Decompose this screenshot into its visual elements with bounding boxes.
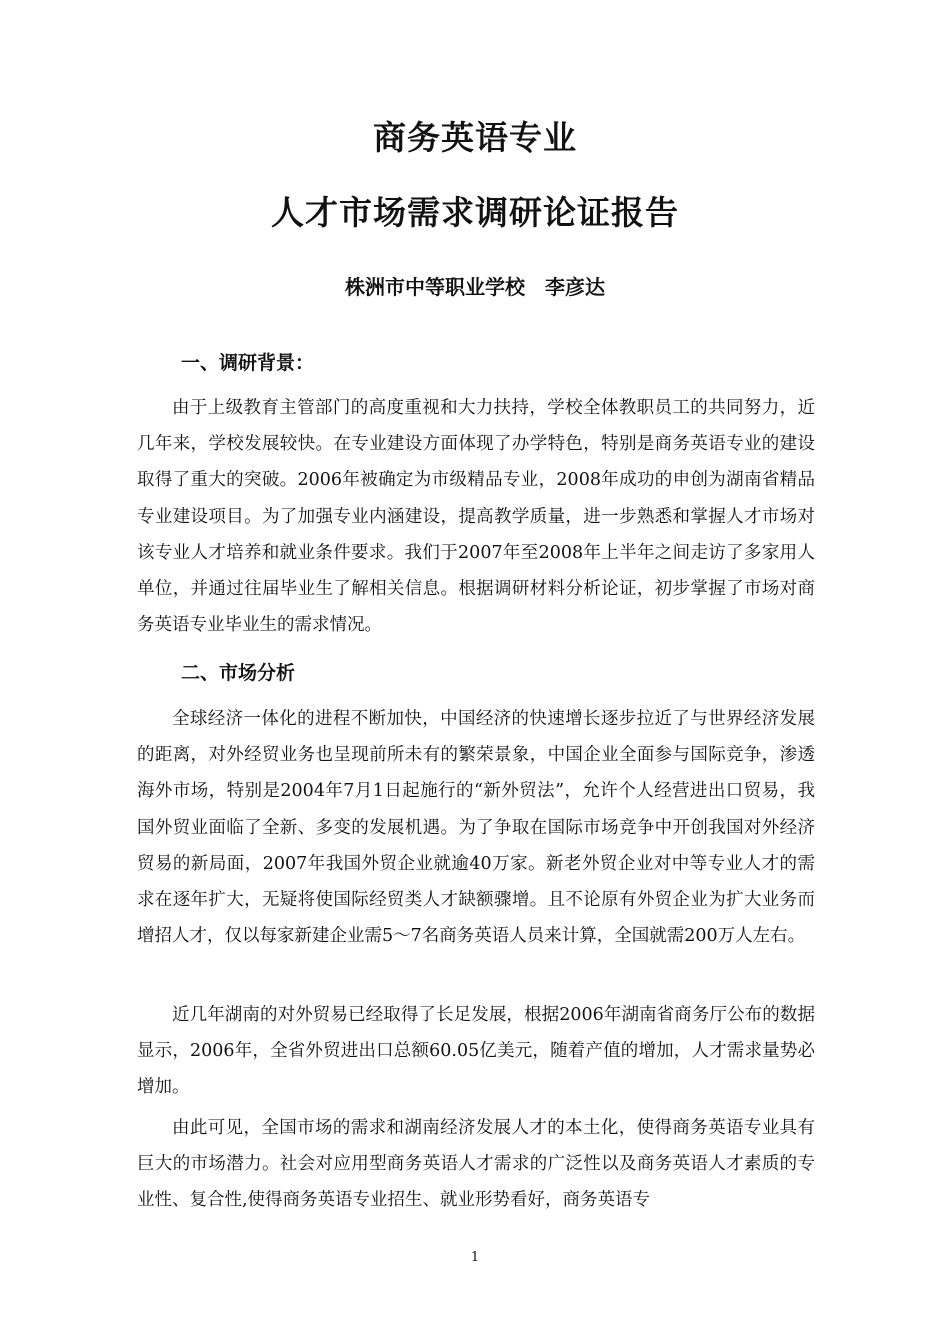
section-heading-background: 一、调研背景： [181, 352, 315, 374]
author-byline: 株洲市中等职业学校 李彦达 [345, 275, 605, 299]
paragraph-hunan-trade: 近几年湖南的对外贸易已经取得了长足发展，根据2006年湖南省商务厅公布的数据显示，2006年，全省外贸进出口总额60.05亿美元，随着产值的增加，人才需求量势必增加。 [137, 1005, 815, 1098]
paragraph-background: 由于上级教育主管部门的高度重视和大力扶持，学校全体教职员工的共同努力，近几年来，学校发展较快。在专业建设方面体现了办学特色，特别是商务英语专业的建设取得了重大的突破。2006年被确定为市级精品专业，2008年成功的申创为湖南省精品专业建设项目。为了加强专业内涵建设，提高教学质量，进一步熟悉和掌握人才市场对该专业人才培养和就业条件要求。我们于2007年至2008年上半年之间走访了多家用人单位，并通过往届毕业生了解相关信息。根据调研材料分析论证，初步掌握了市场对商务英语专业毕业生的需求情况。 [137, 398, 815, 636]
page-number: 1 [470, 1250, 480, 1265]
paragraph-global-economy: 全球经济一体化的进程不断加快，中国经济的快速增长逐步拉近了与世界经济发展的距离，对外经贸业务也呈现前所未有的繁荣景象，中国企业全面参与国际竞争，渗透海外市场，特别是2004年7月1日起施行的“新外贸法”，允许个人经营进出口贸易，我国外贸业面临了全新、多变的发展机遇。为了争取在国际市场竞争中开创我国对外经济贸易的新局面，2007年我国外贸企业就逾40万家。新老外贸企业对中等专业人才的需求在逐年扩大，无疑将使国际经贸类人才缺额骤增。且不论原有外贸企业为扩大业务而增招人才，仅以每家新建企业需5～7名商务英语人员来计算，全国就需200万人左右。 [137, 709, 815, 947]
paragraph-market-potential: 由此可见，全国市场的需求和湖南经济发展人才的本土化，使得商务英语专业具有巨大的市场潜力。社会对应用型商务英语人才需求的广泛性以及商务英语人才素质的专业性、复合性,使得商务英语专业招生、就业形势看好，商务英语专 [137, 1118, 815, 1211]
section-heading-market-analysis: 二、市场分析 [181, 662, 296, 684]
document-title-line1: 商务英语专业 [373, 118, 577, 157]
document-title-line2: 人才市场需求调研论证报告 [271, 193, 679, 232]
